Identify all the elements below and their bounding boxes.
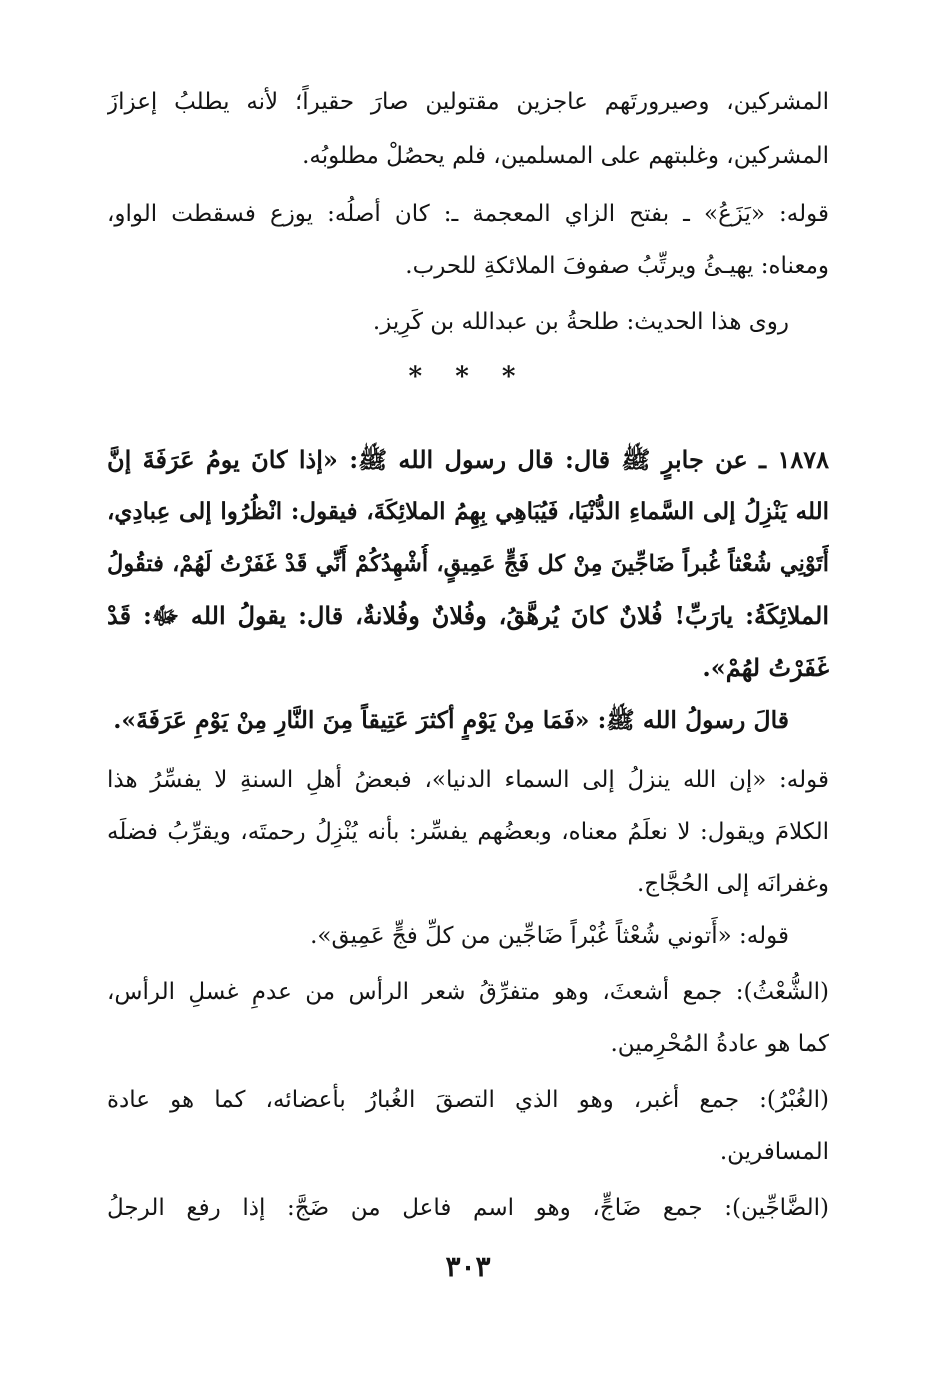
hadith-line: ١٨٧٨ ـ عن جابرٍ ﷺ قال: قال رسول الله ﷺ: «إذا كانَ يومُ عَرَفَةَ إنَّ (107, 445, 829, 474)
text-line: (الشُّعْثُ): جمع أشعثَ، وهو متفرِّقُ شعر الرأس من عدمِ غسلِ الرأس، (107, 979, 829, 1005)
section-separator: * * * (408, 362, 528, 392)
text-line: (الضَّاجِّين): جمع ضَاجٍّ، وهو اسم فاعل من ضَجَّ: إذا رفع الرجلُ (107, 1195, 829, 1221)
page-number: ٣٠٣ (445, 1250, 491, 1283)
hadith-line: أَتَوْنِي شُعْثاً غُبراً ضَاجِّينَ مِنْ كل فَجٍّ عَمِيقٍ، أُشْهِدُكُمْ أَنِّي قَدْ غَفَرْتُ لَهُمْ، فتقُولُ (107, 551, 829, 577)
text-line: قوله: «يَزَعُ» ـ بفتح الزاي المعجمة ـ: كان أصلُه: يوزع فسقطت الواو، (107, 201, 829, 227)
text-line: (الغُبْرُ): جمع أغبر، وهو الذي التصقَ الغُبارُ بأعضائه، كما هو عادة (107, 1087, 829, 1113)
text-line: قوله: «إن الله ينزلُ إلى السماء الدنيا»، فبعضُ أهلِ السنةِ لا يفسِّرُ هذا (107, 767, 829, 793)
text-line: الكلامَ ويقول: لا نعلَمُ معناه، وبعضُهم يفسِّر: بأنه يُنْزِلُ رحمتَه، ويقرِّبُ فضلَه (107, 819, 829, 845)
text-line: قوله: «أَتوني شُعْثاً غُبْراً ضَاجِّين من كلِّ فجٍّ عَمِيق». (310, 923, 789, 949)
text-line: المشركين، وغلبتهم على المسلمين، فلم يحصُلْ مطلوبُه. (302, 143, 829, 169)
text-line: ومعناه: يهيـئُ ويرتِّبُ صفوفَ الملائكةِ للحرب. (405, 253, 829, 279)
text-line: وغفرانَه إلى الحُجَّاج. (636, 871, 829, 897)
text-line: كما هو عادةُ المُحْرِمين. (610, 1031, 829, 1057)
hadith-line: غَفَرْتُ لهُمْ». (702, 653, 829, 682)
text-line: المسافرين. (719, 1139, 829, 1165)
hadith-line: الملائِكَةُ: يارَبِّ! فُلانٌ كانَ يُرهَّقُ، وفُلانٌ وفُلانةٌ، قال: يقولُ الله ﷻ: قَدْ (107, 601, 829, 630)
text-line: المشركين، وصيرورتَهم عاجزين مقتولين صارَ حقيراً؛ لأنه يطلبُ إعزازَ (107, 89, 829, 115)
hadith-saying: قالَ رسولُ الله ﷺ: «فَمَا مِنْ يَوْمٍ أكثرَ عَتِيقاً مِنَ النَّارِ مِنْ يَوْمِ عَرَفَةَ». (113, 706, 789, 734)
hadith-line: الله يَنْزِلُ إلى السَّماءِ الدُّنْيَا، فَيُبَاهِي بِهِمُ الملائِكَةَ، فيقول: انْظُرُوا إلى عِبادِي، (107, 498, 829, 525)
narrator-line: روى هذا الحديث: طلحةُ بن عبدالله بن كَرِيز. (372, 309, 789, 335)
